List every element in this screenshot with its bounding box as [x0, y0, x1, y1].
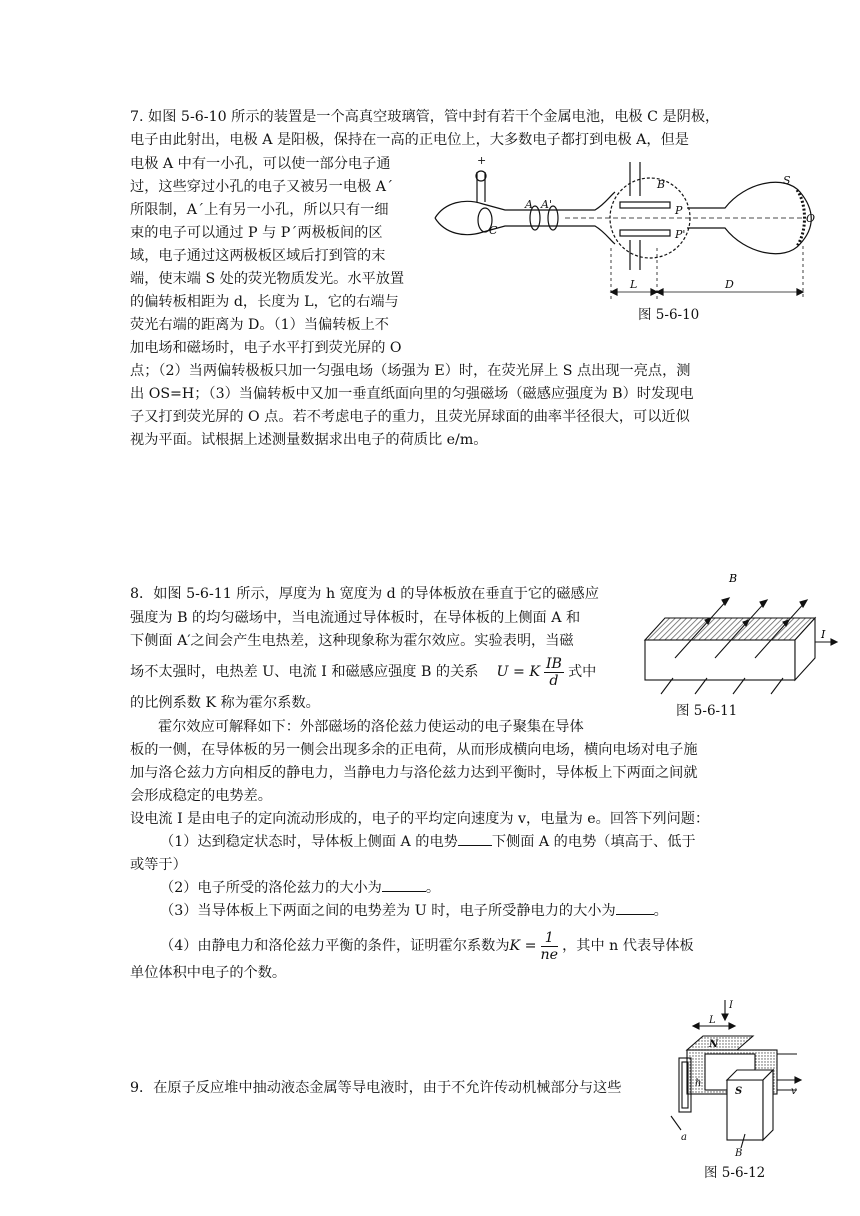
q7-line-1: 7. 如图 5-6-10 所示的装置是一个高真空玻璃管，管中封有若干个金属电池，电极 C 是阴极，	[130, 109, 720, 125]
q8-sub1-line-2: 或等于）	[130, 857, 187, 873]
q8-sub1	[160, 831, 696, 854]
q8-sub4-post: ，其中 n 代表导体板	[562, 938, 694, 954]
formula-1: 1	[541, 930, 559, 947]
figure-5-6-12-caption: 图 5-6-12	[704, 1165, 766, 1181]
q7-line-6: 束的电子可以通过 P 与 P´两极板间的区	[130, 225, 383, 241]
q7-line-11: 加电场和磁场时，电子水平打到荧光屏的 O	[130, 340, 402, 356]
q8-line-4	[130, 656, 596, 689]
label-h: h	[695, 1078, 702, 1089]
label-l: L	[709, 1015, 716, 1026]
figure-5-6-11	[625, 566, 840, 696]
q7-line-5: 所限制，A´上有另一小孔，所以只有一细	[130, 202, 389, 218]
q8-para3: 设电流 I 是由电子的定向流动形成的，电子的平均定向速度为 v，电量为 e。回答下列问题：	[130, 811, 710, 827]
q7-line-15: 视为平面。试根据上述测量数据求出电子的荷质比 e/m。	[130, 432, 488, 448]
q8-line-2: 强度为 B 的均匀磁场中，当电流通过导体板时，在导体板的上侧面 A 和	[130, 610, 581, 626]
q8-para2-line-4: 会形成稳定的电势差。	[130, 788, 272, 804]
label-o: O	[806, 212, 816, 225]
label-b: B	[657, 178, 666, 191]
q8-sub4-line-2: 单位体积中电子的个数。	[130, 965, 287, 981]
figure-5-6-10-caption: 图 5-6-10	[638, 307, 700, 323]
blank-1[interactable]	[458, 844, 492, 846]
q7-line-4: 过，这些穿过小孔的电子又被另一电极 A´	[130, 179, 394, 195]
q7-line-7: 域，电子通过这两极板区域后打到管的末	[130, 248, 386, 264]
figure-5-6-11-caption: 图 5-6-11	[676, 703, 738, 719]
label-a: a	[681, 1132, 687, 1143]
label-v: v	[791, 1086, 797, 1097]
label-s: S	[735, 1086, 743, 1097]
label-b-field: B	[729, 572, 738, 585]
q8-line-3: 下侧面 A′之间会产生电热差，这种现象称为霍尔效应。实验表明，当磁	[130, 633, 574, 649]
blank-3[interactable]	[616, 913, 654, 915]
formula-d: d	[549, 673, 559, 689]
q9-line-1: 9．在原子反应堆中抽动液态金属等导电液时，由于不允许传动机械部分与这些	[130, 1080, 622, 1096]
q7-line-14: 子又打到荧光屏的 O 点。若不考虑电子的重力，且荧光屏球面的曲率半径很大，可以近似	[130, 409, 690, 425]
label-a-prime: A'	[541, 198, 552, 211]
q8-line-1: 8．如图 5-6-11 所示，厚度为 h 宽度为 d 的导体板放在垂直于它的磁感应	[130, 586, 599, 602]
label-n: N	[709, 1039, 719, 1050]
q8-sub1-post: 下侧面 A 的电势（填高于、低于	[491, 834, 696, 850]
label-l: L	[630, 278, 638, 291]
q7-line-10: 荧光右端的距离为 D。（1）当偏转板上不	[130, 317, 390, 333]
q8-line-5: 的比例系数 K 称为霍尔系数。	[130, 695, 320, 711]
q7-line-2: 电子由此射出，电极 A 是阳极，保持在一高的正电位上，大多数电子都打到电极 A，但是	[130, 132, 689, 148]
label-b: B	[735, 1148, 743, 1158]
q8-sub2-pre: （2）电子所受的洛伦兹力的大小为	[160, 880, 382, 896]
formula-ib: IB	[545, 656, 562, 672]
blank-2[interactable]	[382, 890, 426, 892]
q7-line-13: 出 OS=H；（3）当偏转板中又加一垂直纸面向里的匀强磁场（磁感应强度为 B）时发现电	[130, 386, 694, 402]
q8-sub3-pre: （3）当导体板上下两面之间的电势差为 U 时，电子所受静电力的大小为	[160, 903, 616, 919]
q8-sub1-pre: （1）达到稳定状态时，导体板上侧面 A 的电势	[160, 834, 458, 850]
q8-sub3-post: 。	[653, 903, 668, 919]
q8-sub4-pre: （4）由静电力和洛伦兹力平衡的条件，证明霍尔系数为	[160, 938, 510, 954]
q8-para2-line-3: 加与洛仑兹力方向相反的静电力，当静电力与洛伦兹力达到平衡时，导体板上下两面之间就	[130, 765, 698, 781]
q7-line-12: 点；（2）当两偏转极板只加一匀强电场（场强为 E）时，在荧光屏上 S 点出现一亮点，测	[130, 363, 691, 379]
figure-5-6-12	[665, 998, 805, 1158]
label-c: C	[489, 224, 498, 237]
q7-line-3: 电极 A 中有一小孔，可以使一部分电子通	[130, 156, 391, 172]
figure-5-6-10	[425, 152, 820, 312]
q8-para2-line-2: 板的一侧，在导体板的另一侧会出现多余的正电荷，从而形成横向电场，横向电场对电子施	[130, 742, 698, 758]
q8-sub3	[160, 900, 668, 923]
q8-sub2	[160, 877, 440, 900]
q8-sub4	[160, 930, 694, 963]
formula-1-over-ne	[541, 930, 559, 963]
label-p: P	[675, 204, 683, 217]
formula-u-equals: U = K	[496, 664, 540, 680]
formula-ne: ne	[540, 947, 559, 963]
q7-line-9: 的偏转板相距为 d，长度为 L，它的右端与	[130, 294, 399, 310]
label-i: I	[729, 1000, 733, 1011]
formula-k-equals: K =	[509, 938, 537, 954]
label-p-prime: P'	[675, 228, 686, 241]
q8-line-4-pre: 场不太强时，电热差 U、电流 I 和磁感应强度 B 的关系	[130, 664, 479, 680]
q8-para2-line-1: 霍尔效应可解释如下：外部磁场的洛伦兹力使运动的电子聚集在导体	[158, 719, 584, 735]
formula-ib-over-d	[544, 656, 564, 689]
label-s: S	[783, 174, 791, 187]
label-plus-top: +	[477, 154, 487, 167]
label-a: A	[525, 198, 533, 211]
label-i-current: I	[821, 628, 826, 641]
q7-line-8: 端，使末端 S 处的荧光物质发光。水平放置	[130, 271, 405, 287]
label-d: D	[725, 278, 734, 291]
q8-sub2-post: 。	[425, 880, 441, 896]
q8-line-4-post: 式中	[567, 664, 597, 680]
